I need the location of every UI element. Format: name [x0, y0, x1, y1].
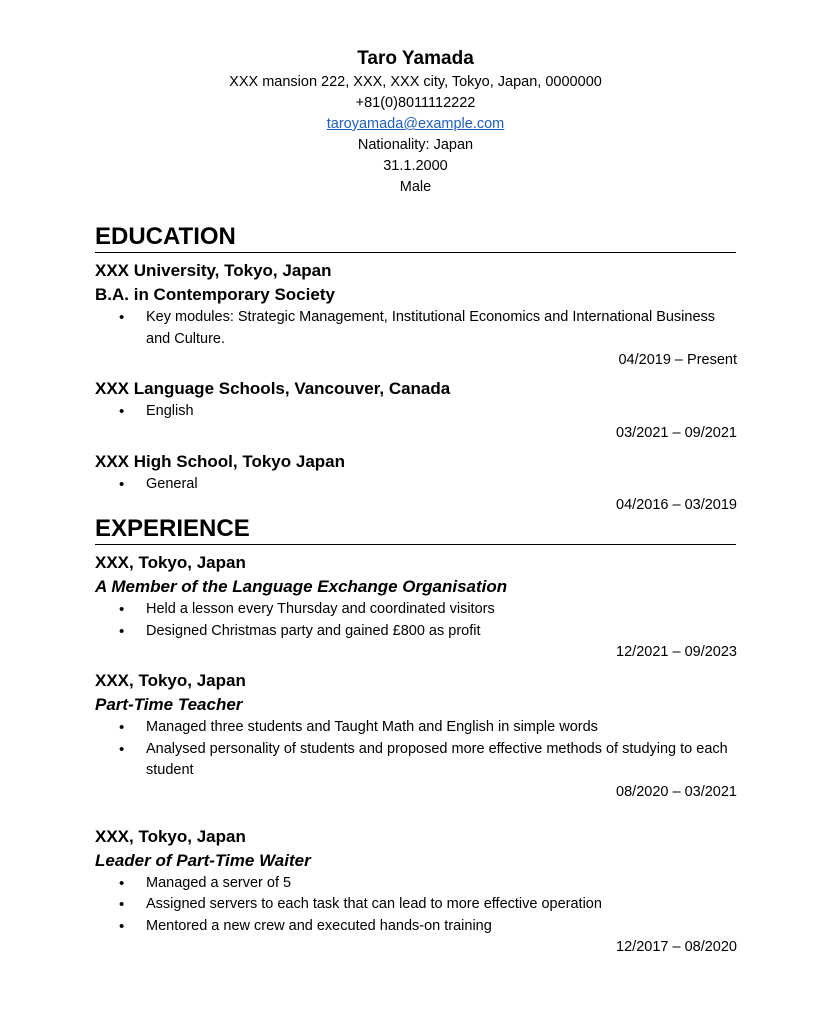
spacer [95, 803, 736, 819]
education-entry [95, 450, 736, 517]
school-name: XXX Language Schools, Vancouver, Canada [95, 379, 451, 398]
bullet-item: • Mentored a new crew and executed hands-on training [95, 916, 736, 938]
employer-name: XXX, Tokyo, Japan [95, 826, 246, 846]
date-range: 04/2019 – Present [618, 352, 737, 368]
bullet-list [95, 474, 736, 496]
phone-number: +81(0)8011112222 [355, 95, 476, 111]
school-name: XXX High School, Tokyo Japan [95, 451, 346, 471]
resume-page [95, 46, 736, 958]
resume-header [95, 46, 736, 198]
bullet-item: • Managed a server of 5 [95, 873, 736, 895]
bullet-list [95, 717, 736, 782]
experience-heading: EXPERIENCE [95, 514, 736, 545]
bullet-item: • Key modules: Strategic Management, Institutional Economics and International Business and Culture. [95, 307, 736, 350]
date-range: 12/2017 – 08/2020 [616, 939, 737, 955]
date-range: 08/2020 – 03/2021 [616, 783, 737, 800]
bullet-list [95, 307, 736, 350]
bullet-item: • Analysed personality of students and proposed more effective methods of studying to each student [95, 739, 736, 782]
bullet-list [95, 401, 736, 423]
birthdate: 31.1.2000 [383, 158, 448, 174]
experience-entry [95, 669, 736, 803]
bullet-item: • Assigned servers to each task that can lead to more effective operation [95, 894, 736, 916]
bullet-item: • General [95, 474, 736, 496]
address: XXX mansion 222, XXX, XXX city, Tokyo, Japan, 0000000 [229, 74, 602, 90]
bullet-list [95, 599, 736, 642]
education-heading: EDUCATION [95, 222, 736, 253]
date-range: 03/2021 – 09/2021 [616, 424, 737, 441]
bullet-item: • English [95, 401, 736, 423]
job-title: Leader of Part-Time Waiter [95, 850, 311, 870]
gender: Male [399, 179, 432, 195]
date-range: 12/2021 – 09/2023 [616, 644, 737, 660]
job-title: Part-Time Teacher [95, 695, 243, 714]
school-name: XXX University, Tokyo, Japan [95, 261, 332, 280]
education-entry [95, 259, 736, 371]
employer-name: XXX, Tokyo, Japan [95, 671, 246, 690]
email-link[interactable]: taroyamada@example.com [326, 116, 505, 132]
bullet-item: • Held a lesson every Thursday and coordinated visitors [95, 599, 736, 621]
bullet-list [95, 873, 736, 938]
date-range: 04/2016 – 03/2019 [616, 497, 737, 513]
experience-entry [95, 825, 736, 959]
experience-entry [95, 551, 736, 663]
bullet-item: • Designed Christmas party and gained £800 as profit [95, 621, 736, 643]
education-entry [95, 377, 736, 444]
degree-title: B.A. in Contemporary Society [95, 285, 335, 304]
job-title: A Member of the Language Exchange Organisation [95, 577, 508, 596]
bullet-item: • Managed three students and Taught Math and English in simple words [95, 717, 736, 739]
nationality: Nationality: Japan [357, 137, 474, 153]
employer-name: XXX, Tokyo, Japan [95, 553, 246, 572]
candidate-name: Taro Yamada [357, 48, 474, 69]
